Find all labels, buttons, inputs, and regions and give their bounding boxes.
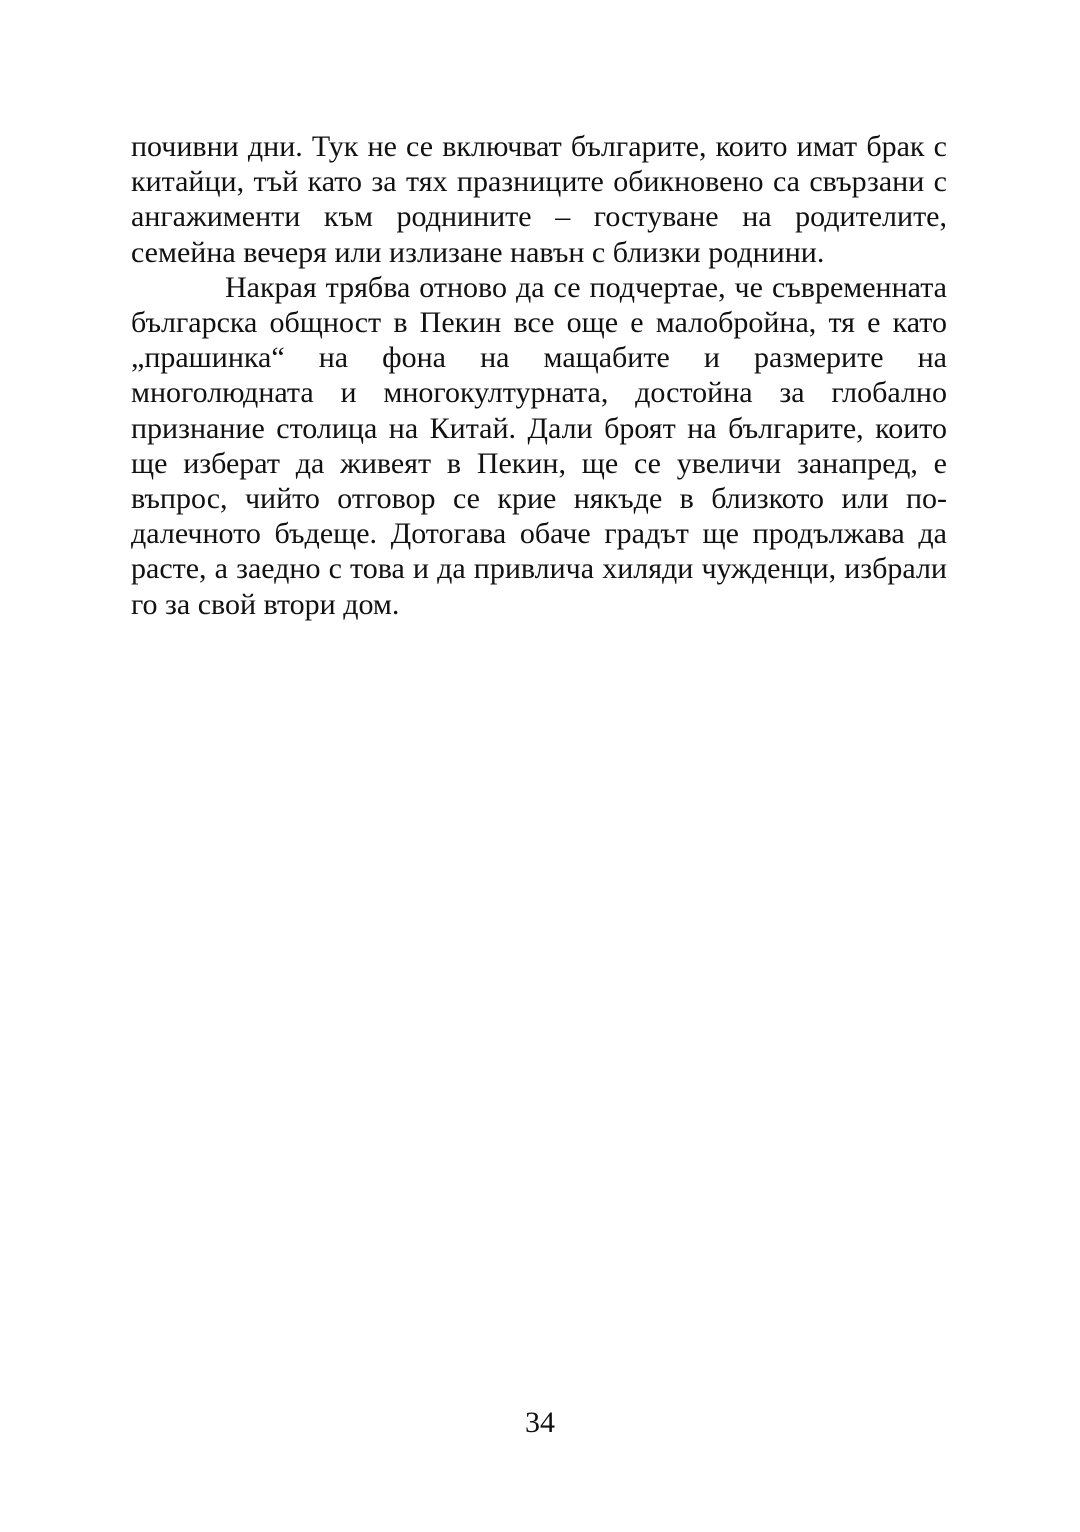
paragraph-continuation: почивни дни. Тук не се включват българите, които имат брак с китайци, тъй като за тях празниците обикновено са свързани с ангажименти към роднините – гостуване на родителите, семейна вечеря или излизане навън с близки роднини. [131,130,947,269]
body-text [131,129,947,622]
paragraph-conclusion: Накрая трябва отново да се подчертае, че съвременната българска общност в Пекин все още е малобройна, тя е като „прашинка“ на фона на мащабите и размерите на многолюдната и многокултурната, достойна за глобално признание столица на Китай. Дали броят на българите, които ще изберат да живеят в Пекин, ще се увеличи занапред, е въпрос, чийто отговор се крие някъде в близкото или по-далечното бъдеще. Дотогава обаче градът ще продължава да расте, а заедно с това и да привлича хиляди чужденци, избрали го за свой втори дом. [131,270,947,621]
page-number: 34 [525,1406,555,1439]
